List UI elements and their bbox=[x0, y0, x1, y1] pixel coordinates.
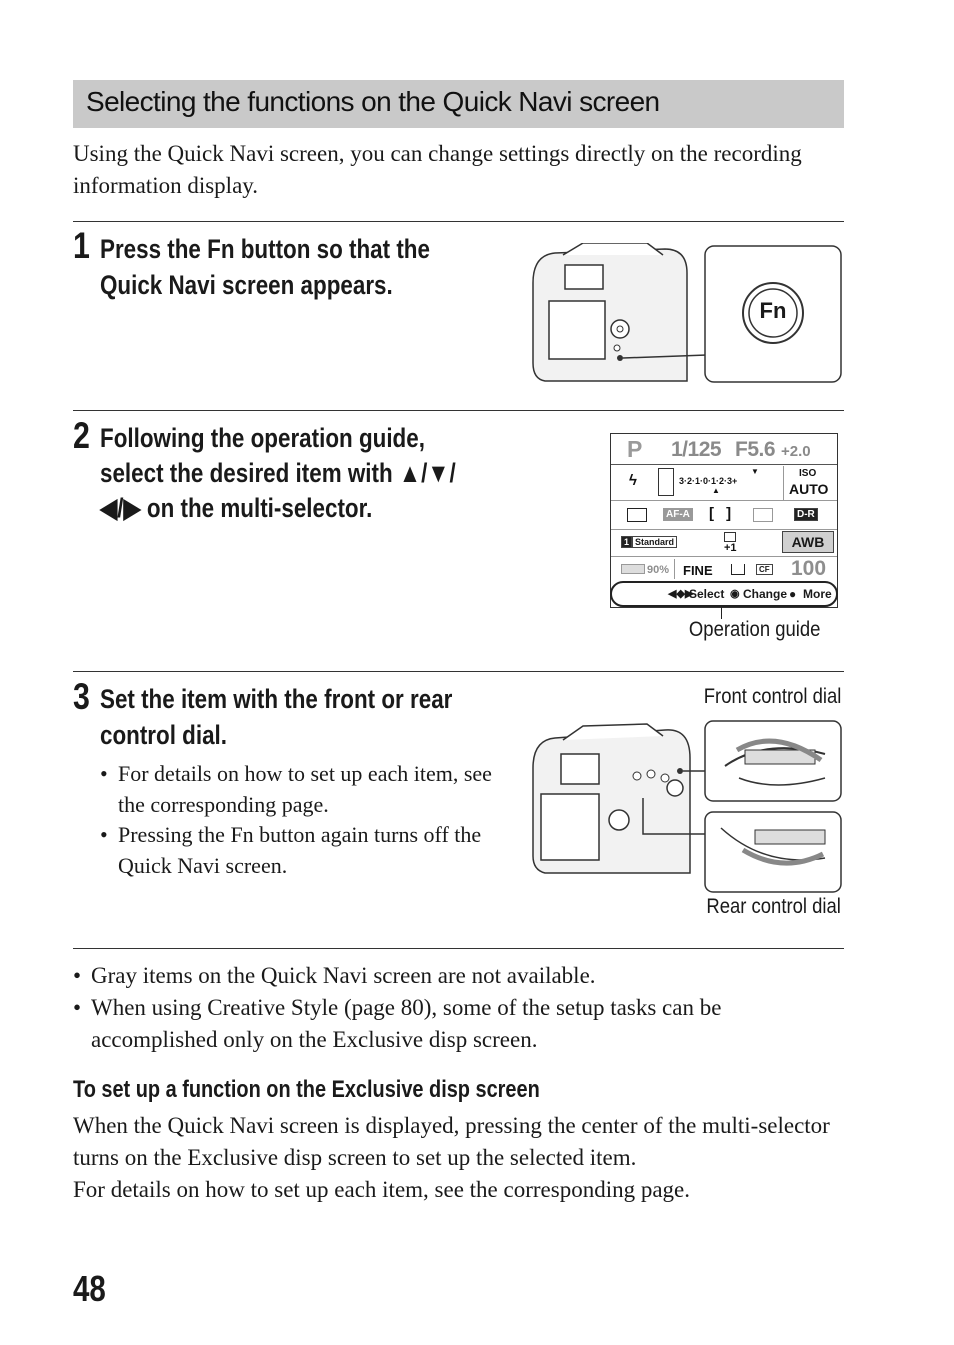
step-1-number: 1 bbox=[73, 225, 90, 266]
center-button-icon: ● bbox=[789, 587, 797, 601]
section-header-bar bbox=[73, 80, 844, 128]
step-3-line-2: control dial. bbox=[100, 720, 228, 750]
drive-mode-icon bbox=[627, 508, 647, 522]
exclusive-disp-paragraph-1: When the Quick Navi screen is displayed, pressing the center of the multi-selector turns on the Exclusive disp screen to set up the selected item. bbox=[73, 1113, 830, 1170]
fn-button-label: Fn bbox=[759, 298, 787, 323]
row-divider bbox=[611, 529, 837, 530]
row-divider bbox=[611, 500, 837, 501]
divider-rule bbox=[73, 221, 844, 222]
step-3-line-1: Set the item with the front or rear bbox=[100, 684, 453, 714]
step-2-line-2: select the desired item with ▲/▼/ bbox=[100, 458, 456, 488]
step-1-line-1: Press the Fn button so that the bbox=[100, 234, 430, 264]
cell-divider bbox=[674, 559, 675, 579]
divider-rule bbox=[73, 671, 844, 672]
scale-marker-up: ▲ bbox=[712, 486, 720, 495]
flash-icon: ϟ bbox=[629, 472, 637, 489]
scale-marker-down: ▼ bbox=[751, 467, 759, 476]
notes-list bbox=[73, 960, 844, 1056]
exposure-scale: 3·2·1·0·1·2·3+ bbox=[679, 476, 738, 486]
focus-mode-tag: AF-A bbox=[663, 508, 693, 521]
dro-tag: D-R bbox=[794, 508, 818, 521]
rear-dial-caption: Rear control dial bbox=[706, 895, 841, 918]
operation-guide-caption: Operation guide bbox=[688, 618, 820, 641]
operation-guide-bar bbox=[610, 581, 838, 607]
list-item: • When using Creative Style (page 80), some of the setup tasks can be accomplished only on the Exclusive disp screen. bbox=[73, 992, 844, 1056]
cell-divider bbox=[783, 466, 784, 500]
divider-rule bbox=[73, 410, 844, 411]
af-area-icon: [ ] bbox=[709, 505, 736, 522]
exposure-comp-icon bbox=[658, 468, 674, 496]
quick-navi-exposure-row bbox=[611, 434, 837, 465]
list-item: • Pressing the Fn button again turns off the Quick Navi screen. bbox=[100, 820, 500, 881]
image-quality: FINE bbox=[683, 563, 713, 578]
guide-more: More bbox=[803, 587, 832, 601]
battery-level: 90% bbox=[647, 564, 670, 576]
shots-remaining: 100 bbox=[791, 557, 827, 580]
style-number: 1 bbox=[621, 536, 632, 548]
shutter-speed: 1/125 bbox=[671, 438, 722, 461]
exposure-compensation: +2.0 bbox=[781, 443, 811, 460]
creative-style: Standard bbox=[632, 536, 677, 548]
front-dial-caption: Front control dial bbox=[703, 685, 841, 708]
iso-label: ISO bbox=[799, 468, 817, 479]
section-title: Selecting the functions on the Quick Navi screen bbox=[86, 86, 660, 117]
aperture-value: F5.6 bbox=[735, 438, 776, 461]
contrast-icon bbox=[724, 532, 736, 542]
mode-indicator: P bbox=[627, 436, 643, 462]
metering-icon bbox=[753, 508, 773, 522]
contrast-value: +1 bbox=[724, 542, 737, 554]
iso-value: AUTO bbox=[789, 481, 829, 497]
exclusive-disp-heading: To set up a function on the Exclusive disp screen bbox=[73, 1076, 540, 1103]
white-balance: AWB bbox=[782, 531, 834, 553]
camera-back-illustration bbox=[525, 243, 845, 385]
step-3-number: 3 bbox=[73, 676, 90, 717]
list-item: • For details on how to set up each item, see the corresponding page. bbox=[100, 759, 500, 820]
guide-select: Select bbox=[689, 587, 725, 601]
dial-icon: ◉ bbox=[730, 588, 740, 600]
step-3-bullets bbox=[100, 759, 500, 881]
exclusive-disp-paragraph-2: For details on how to set up each item, see the corresponding page. bbox=[73, 1177, 691, 1202]
step-2-number: 2 bbox=[73, 415, 90, 456]
step-2-line-3: ◀/▶ on the multi-selector. bbox=[100, 493, 373, 523]
image-size-icon bbox=[731, 564, 745, 575]
step-2-line-1: Following the operation guide, bbox=[100, 423, 425, 453]
card-type: CF bbox=[756, 564, 773, 575]
list-item: • Gray items on the Quick Navi screen are not available. bbox=[73, 960, 844, 992]
multi-selector-icon: ◀◆▶ bbox=[668, 588, 694, 600]
divider-rule bbox=[73, 948, 844, 949]
guide-change: Change bbox=[743, 587, 788, 601]
camera-dials-illustration bbox=[525, 718, 845, 896]
intro-paragraph: Using the Quick Navi screen, you can change settings directly on the recording information display. bbox=[73, 141, 802, 198]
page-number: 48 bbox=[73, 1268, 106, 1309]
step-1-line-2: Quick Navi screen appears. bbox=[100, 270, 393, 300]
battery-icon bbox=[621, 564, 645, 574]
